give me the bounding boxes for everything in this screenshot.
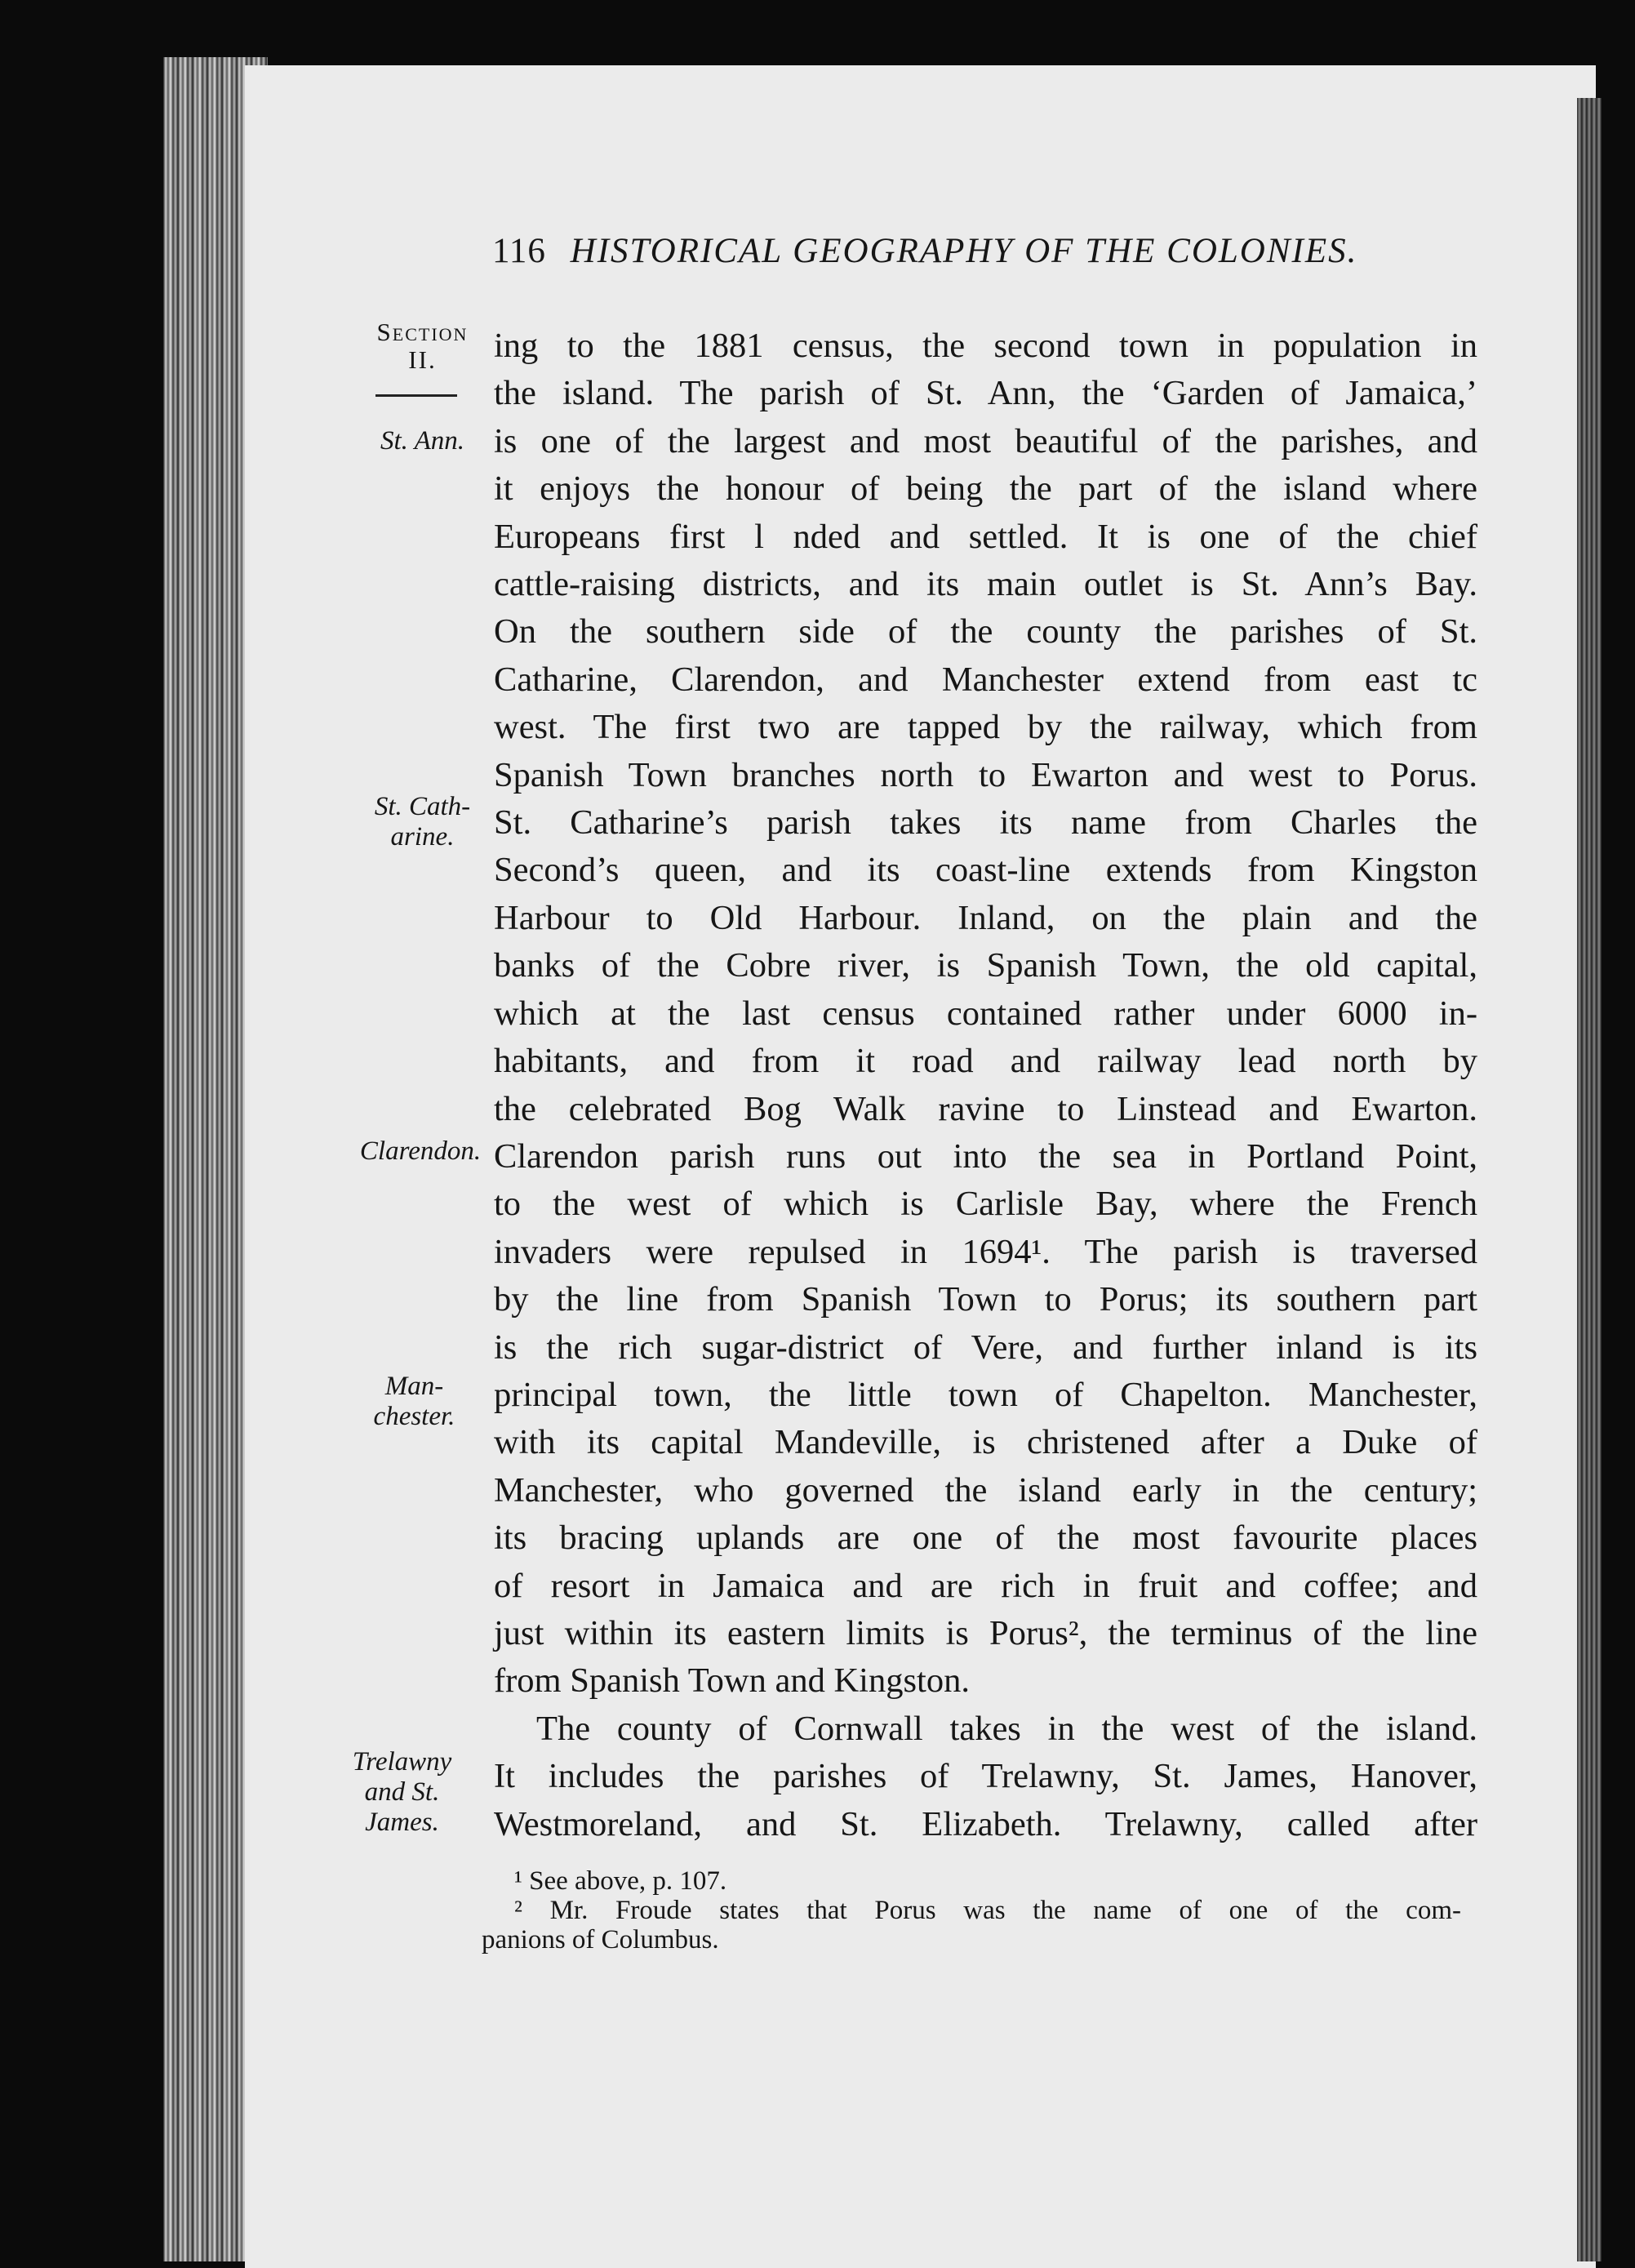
text-line: Spanish Town branches north to Ewarton and west to Porus. bbox=[494, 755, 1477, 794]
text-line: Europeans first l nded and settled. It is one of the chief bbox=[494, 517, 1477, 556]
section-word: Section bbox=[376, 318, 469, 346]
text-line: the island. The parish of St. Ann, the ‘Garden of Jamaica,’ bbox=[494, 374, 1477, 413]
section-rule bbox=[375, 394, 457, 397]
text-line: invaders were repulsed in 1694¹. The parish is traversed bbox=[494, 1232, 1477, 1271]
text-line: Westmoreland, and St. Elizabeth. Trelawny, called after bbox=[494, 1804, 1477, 1843]
text-line: cattle-raising districts, and its main outlet is St. Ann’s Bay. bbox=[494, 565, 1477, 604]
footnotes bbox=[482, 1866, 1461, 1954]
text-line: from Spanish Town and Kingston. bbox=[494, 1661, 970, 1701]
text-line: ing to the 1881 census, the second town in population in bbox=[494, 327, 1477, 365]
text-line: Second’s queen, and its coast-line extends from Kingston bbox=[494, 851, 1477, 890]
section-number: II. bbox=[408, 345, 437, 374]
text-line: habitants, and from it road and railway lead north by bbox=[494, 1042, 1477, 1081]
side-note-trelawny bbox=[327, 1747, 478, 1838]
side-note-line: and St. bbox=[364, 1777, 440, 1807]
text-line: St. Catharine’s parish takes its name from Charles the bbox=[494, 803, 1477, 843]
footnote-2-continued: panions of Columbus. bbox=[482, 1925, 719, 1954]
side-note-manchester bbox=[343, 1372, 486, 1432]
text-line: by the line from Spanish Town to Porus; its southern part bbox=[494, 1280, 1477, 1319]
text-line: Clarendon parish runs out into the sea in Portland Point, bbox=[494, 1136, 1477, 1176]
running-header bbox=[492, 231, 1460, 271]
text-line: The county of Cornwall takes in the west of the island. bbox=[536, 1709, 1477, 1748]
side-note-line: James. bbox=[365, 1808, 439, 1837]
side-note-line: chester. bbox=[373, 1402, 455, 1431]
text-line: which at the last census contained rather under 6000 in- bbox=[494, 994, 1477, 1033]
body-text bbox=[494, 322, 1477, 1848]
text-line: its bracing uplands are one of the most favourite places bbox=[494, 1519, 1477, 1558]
running-title: HISTORICAL GEOGRAPHY OF THE COLONIES. bbox=[570, 232, 1358, 270]
text-line: On the southern side of the county the parishes of St. bbox=[494, 612, 1477, 651]
text-line: it enjoys the honour of being the part of the island where bbox=[494, 469, 1477, 509]
section-label bbox=[351, 318, 494, 374]
side-note-clarendon: Clarendon. bbox=[359, 1136, 482, 1166]
side-note-st-catharine bbox=[351, 792, 494, 852]
page-number: 116 bbox=[492, 232, 546, 270]
page-edge bbox=[1577, 98, 1602, 2261]
side-note-line: Trelawny bbox=[352, 1747, 452, 1777]
text-line: is one of the largest and most beautiful of the parishes, and bbox=[494, 421, 1477, 460]
text-line: with its capital Mandeville, is christened after a Duke of bbox=[494, 1423, 1477, 1462]
footnote-2: ² Mr. Froude states that Porus was the name of one of the com- bbox=[514, 1896, 1461, 1925]
side-note-line: arine. bbox=[390, 822, 455, 852]
text-line: the celebrated Bog Walk ravine to Linstead and Ewarton. bbox=[494, 1089, 1477, 1128]
side-note-st-ann: St. Ann. bbox=[380, 426, 464, 456]
side-note-line: Man- bbox=[384, 1372, 444, 1401]
side-note-line: St. Cath- bbox=[374, 792, 471, 821]
text-line: It includes the parishes of Trelawny, St. James, Hanover, bbox=[494, 1757, 1477, 1796]
text-line: of resort in Jamaica and are rich in fruit and coffee; and bbox=[494, 1566, 1477, 1605]
text-line: banks of the Cobre river, is Spanish Town, the old capital, bbox=[494, 946, 1477, 985]
text-line: Harbour to Old Harbour. Inland, on the plain and the bbox=[494, 898, 1477, 937]
text-line: is the rich sugar-district of Vere, and further inland is its bbox=[494, 1327, 1477, 1367]
text-line: to the west of which is Carlisle Bay, where the French bbox=[494, 1185, 1477, 1224]
text-line: west. The first two are tapped by the railway, which from bbox=[494, 708, 1477, 747]
text-line: principal town, the little town of Chapelton. Manchester, bbox=[494, 1375, 1477, 1414]
text-line: just within its eastern limits is Porus², the terminus of the line bbox=[494, 1613, 1477, 1652]
footnote-1: ¹ See above, p. 107. bbox=[514, 1866, 727, 1896]
text-line: Catharine, Clarendon, and Manchester extend from east tc bbox=[494, 660, 1477, 699]
text-line: Manchester, who governed the island early in the century; bbox=[494, 1470, 1477, 1510]
